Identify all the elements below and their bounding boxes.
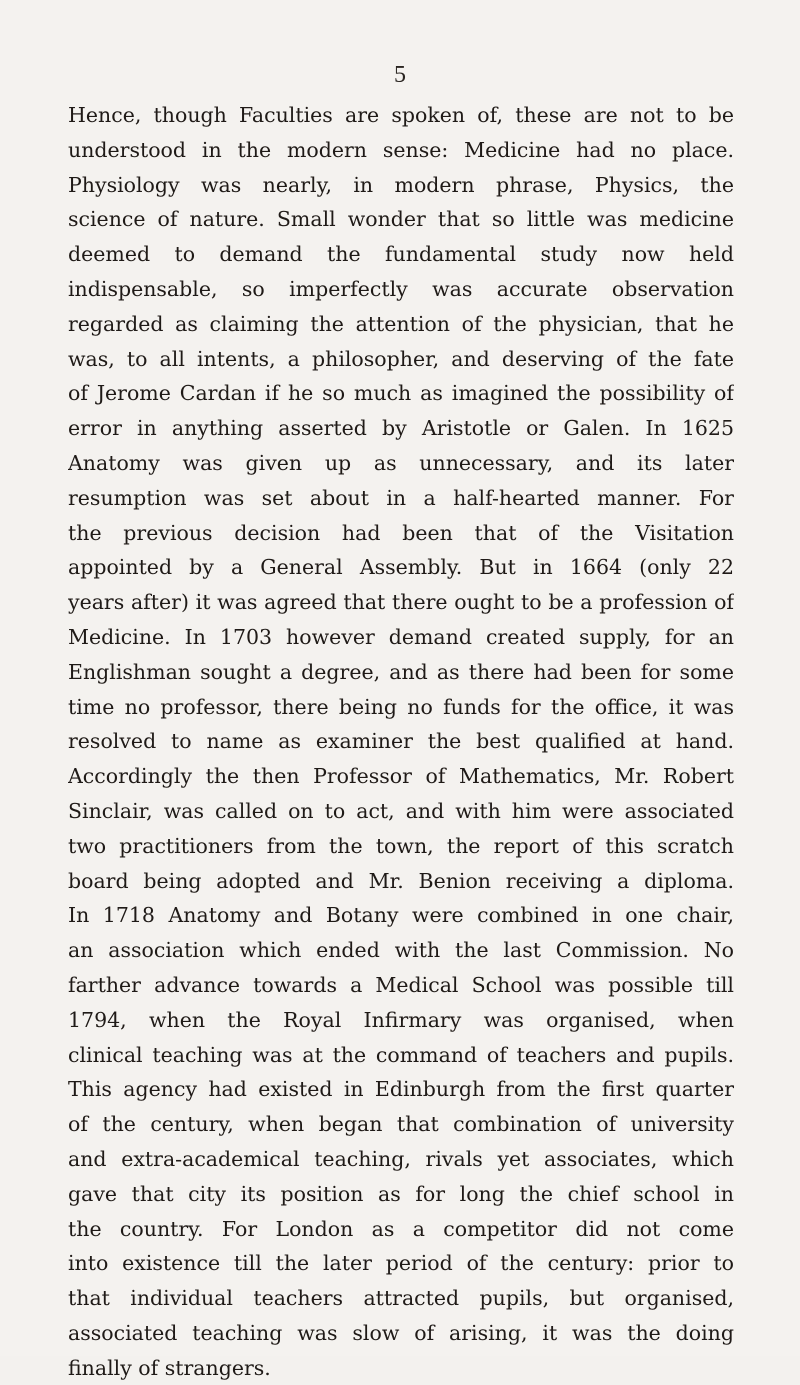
text-line: understood in the modern sense: Medicine had no place. (68, 137, 734, 162)
text-line: Englishman sought a degree, and as there had been for some (68, 659, 734, 684)
page-number: 5 (394, 62, 406, 88)
text-line: error in anything asserted by Aristotle or Galen. In 1625 (68, 416, 734, 441)
text-line: appointed by a General Assembly. But in 1664 (only 22 (68, 555, 734, 580)
text-line: board being adopted and Mr. Benion receiving a diploma. (68, 868, 734, 893)
text-line: of Jerome Cardan if he so much as imagined the possibility of (68, 381, 734, 406)
text-line: indispensable, so imperfectly was accurate observation (68, 276, 734, 301)
text-line: Medicine. In 1703 however demand created supply, for an (68, 624, 734, 649)
text-line: Sinclair, was called on to act, and with him were associated (68, 798, 734, 823)
text-line: finally of strangers. (68, 1355, 271, 1380)
text-line: resumption was set about in a half-hearted manner. For (68, 485, 734, 510)
text-line: resolved to name as examiner the best qualified at hand. (68, 729, 734, 754)
text-line: Accordingly the then Professor of Mathematics, Mr. Robert (68, 764, 734, 789)
text-line: time no professor, there being no funds for the office, it was (68, 694, 734, 719)
text-line: of the century, when began that combination of university (68, 1112, 734, 1137)
text-line: years after) it was agreed that there ought to be a profession of (68, 590, 734, 615)
text-line: and extra-academical teaching, rivals yet associates, which (68, 1146, 734, 1171)
text-line: an association which ended with the last Commission. No (68, 938, 734, 963)
text-line: This agency had existed in Edinburgh from the first quarter (68, 1077, 734, 1102)
text-line: regarded as claiming the attention of the physician, that he (68, 311, 734, 336)
text-line: gave that city its position as for long the chief school in (68, 1181, 734, 1206)
text-line: farther advance towards a Medical School was possible till (68, 972, 734, 997)
text-line: into existence till the later period of the century: prior to (68, 1251, 734, 1276)
text-line: deemed to demand the fundamental study now held (68, 242, 734, 267)
body-paragraph (68, 98, 734, 1385)
text-line: 1794, when the Royal Infirmary was organised, when (68, 1007, 734, 1032)
text-line: two practitioners from the town, the report of this scratch (68, 833, 734, 858)
text-line: In 1718 Anatomy and Botany were combined in one chair, (68, 903, 734, 928)
text-line: Anatomy was given up as unnecessary, and its later (68, 450, 734, 475)
text-line: science of nature. Small wonder that so little was medicine (68, 207, 734, 232)
text-line: clinical teaching was at the command of teachers and pupils. (68, 1042, 734, 1067)
text-line: the country. For London as a competitor did not come (68, 1216, 734, 1241)
text-line: associated teaching was slow of arising, it was the doing (68, 1320, 734, 1345)
text-line: that individual teachers attracted pupils, but organised, (68, 1286, 734, 1311)
text-line: Physiology was nearly, in modern phrase, Physics, the (68, 172, 734, 197)
text-line: Hence, though Faculties are spoken of, these are not to be (68, 103, 734, 127)
text-line: was, to all intents, a philosopher, and deserving of the fate (68, 346, 734, 371)
text-line: the previous decision had been that of the Visitation (68, 520, 734, 545)
